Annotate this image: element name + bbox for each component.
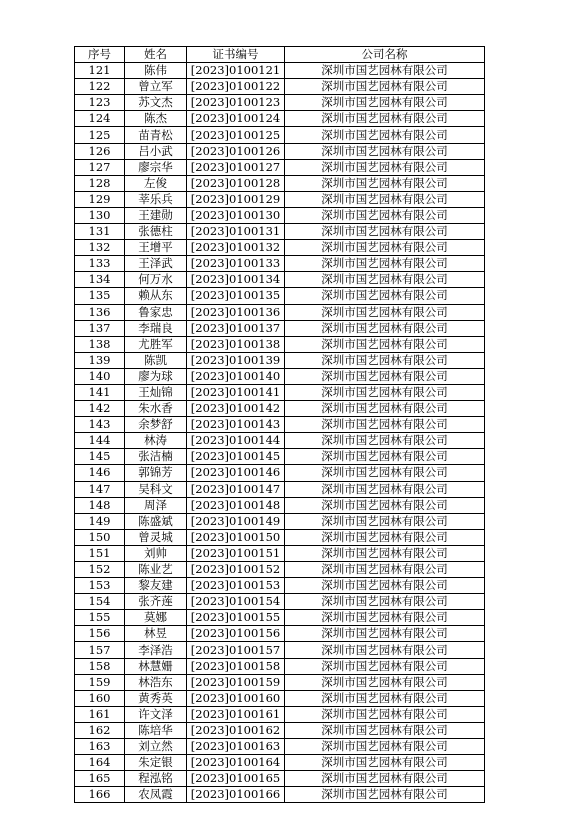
cell-company: 深圳市国艺园林有限公司: [285, 143, 485, 159]
table-row: [75, 288, 485, 304]
cell-index: 163: [75, 739, 125, 755]
table-row: [75, 658, 485, 674]
cell-certificate-no: [2023]0100139: [187, 352, 285, 368]
table-row: [75, 368, 485, 384]
cell-certificate-no: [2023]0100126: [187, 143, 285, 159]
table-row: [75, 642, 485, 658]
cell-name: 李泽浩: [125, 642, 187, 658]
cell-index: 137: [75, 320, 125, 336]
cell-company: 深圳市国艺园林有限公司: [285, 224, 485, 240]
header-certificate-no: 证书编号: [187, 47, 285, 63]
table-row: [75, 417, 485, 433]
cell-index: 146: [75, 465, 125, 481]
table-row: [75, 175, 485, 191]
cell-name: 许文泽: [125, 706, 187, 722]
cell-index: 165: [75, 771, 125, 787]
cell-index: 144: [75, 433, 125, 449]
table-row: [75, 224, 485, 240]
cell-name: 林慧姗: [125, 658, 187, 674]
cell-certificate-no: [2023]0100133: [187, 256, 285, 272]
cell-index: 141: [75, 384, 125, 400]
table-row: [75, 610, 485, 626]
cell-name: 张洁楠: [125, 449, 187, 465]
cell-index: 161: [75, 706, 125, 722]
table-row: [75, 481, 485, 497]
cell-company: 深圳市国艺园林有限公司: [285, 433, 485, 449]
cell-certificate-no: [2023]0100156: [187, 626, 285, 642]
header-index: 序号: [75, 47, 125, 63]
header-row: [75, 47, 485, 63]
table-row: [75, 562, 485, 578]
cell-company: 深圳市国艺园林有限公司: [285, 481, 485, 497]
cell-certificate-no: [2023]0100166: [187, 787, 285, 803]
cell-certificate-no: [2023]0100165: [187, 771, 285, 787]
cell-certificate-no: [2023]0100121: [187, 63, 285, 79]
cell-index: 155: [75, 610, 125, 626]
cell-name: 朱定银: [125, 755, 187, 771]
cell-company: 深圳市国艺园林有限公司: [285, 417, 485, 433]
cell-name: 王建勋: [125, 207, 187, 223]
cell-company: 深圳市国艺园林有限公司: [285, 594, 485, 610]
cell-certificate-no: [2023]0100162: [187, 722, 285, 738]
cell-certificate-no: [2023]0100163: [187, 739, 285, 755]
cell-company: 深圳市国艺园林有限公司: [285, 497, 485, 513]
cell-company: 深圳市国艺园林有限公司: [285, 159, 485, 175]
cell-name: 陈杰: [125, 111, 187, 127]
cell-index: 136: [75, 304, 125, 320]
cell-name: 苏文杰: [125, 95, 187, 111]
cell-name: 程泓铭: [125, 771, 187, 787]
cell-name: 刘帅: [125, 545, 187, 561]
cell-certificate-no: [2023]0100160: [187, 690, 285, 706]
table-row: [75, 545, 485, 561]
cell-certificate-no: [2023]0100153: [187, 578, 285, 594]
cell-index: 156: [75, 626, 125, 642]
header-name: 姓名: [125, 47, 187, 63]
cell-name: 吕小武: [125, 143, 187, 159]
cell-name: 李瑞良: [125, 320, 187, 336]
cell-index: 159: [75, 674, 125, 690]
table-row: [75, 95, 485, 111]
table-row: [75, 191, 485, 207]
table-body: [75, 63, 485, 803]
cell-company: 深圳市国艺园林有限公司: [285, 401, 485, 417]
cell-company: 深圳市国艺园林有限公司: [285, 578, 485, 594]
cell-index: 122: [75, 79, 125, 95]
table-row: [75, 79, 485, 95]
cell-name: 郭锦芳: [125, 465, 187, 481]
cell-company: 深圳市国艺园林有限公司: [285, 626, 485, 642]
cell-name: 莘乐兵: [125, 191, 187, 207]
cell-company: 深圳市国艺园林有限公司: [285, 240, 485, 256]
table-row: [75, 513, 485, 529]
cell-certificate-no: [2023]0100138: [187, 336, 285, 352]
cell-certificate-no: [2023]0100155: [187, 610, 285, 626]
cell-name: 张齐莲: [125, 594, 187, 610]
cell-index: 147: [75, 481, 125, 497]
cell-name: 陈伟: [125, 63, 187, 79]
cell-name: 陈业艺: [125, 562, 187, 578]
cell-index: 121: [75, 63, 125, 79]
cell-index: 132: [75, 240, 125, 256]
cell-certificate-no: [2023]0100159: [187, 674, 285, 690]
cell-certificate-no: [2023]0100141: [187, 384, 285, 400]
cell-index: 135: [75, 288, 125, 304]
certificate-table: [74, 46, 485, 803]
cell-index: 125: [75, 127, 125, 143]
cell-index: 150: [75, 529, 125, 545]
cell-name: 林涛: [125, 433, 187, 449]
table-row: [75, 771, 485, 787]
cell-company: 深圳市国艺园林有限公司: [285, 739, 485, 755]
cell-certificate-no: [2023]0100150: [187, 529, 285, 545]
table-row: [75, 63, 485, 79]
table-row: [75, 336, 485, 352]
cell-certificate-no: [2023]0100143: [187, 417, 285, 433]
cell-index: 130: [75, 207, 125, 223]
cell-name: 廖为球: [125, 368, 187, 384]
cell-company: 深圳市国艺园林有限公司: [285, 529, 485, 545]
cell-name: 曾立军: [125, 79, 187, 95]
cell-company: 深圳市国艺园林有限公司: [285, 207, 485, 223]
cell-company: 深圳市国艺园林有限公司: [285, 95, 485, 111]
cell-certificate-no: [2023]0100135: [187, 288, 285, 304]
table-row: [75, 529, 485, 545]
cell-certificate-no: [2023]0100128: [187, 175, 285, 191]
cell-index: 126: [75, 143, 125, 159]
table-row: [75, 352, 485, 368]
cell-company: 深圳市国艺园林有限公司: [285, 175, 485, 191]
cell-name: 廖宗华: [125, 159, 187, 175]
cell-index: 131: [75, 224, 125, 240]
cell-index: 157: [75, 642, 125, 658]
cell-name: 王增平: [125, 240, 187, 256]
cell-certificate-no: [2023]0100125: [187, 127, 285, 143]
cell-name: 农凤霞: [125, 787, 187, 803]
cell-certificate-no: [2023]0100132: [187, 240, 285, 256]
cell-index: 148: [75, 497, 125, 513]
cell-company: 深圳市国艺园林有限公司: [285, 706, 485, 722]
cell-name: 陈凯: [125, 352, 187, 368]
cell-index: 151: [75, 545, 125, 561]
table-row: [75, 256, 485, 272]
cell-certificate-no: [2023]0100147: [187, 481, 285, 497]
table-row: [75, 433, 485, 449]
table-row: [75, 111, 485, 127]
cell-index: 166: [75, 787, 125, 803]
cell-name: 余梦舒: [125, 417, 187, 433]
cell-certificate-no: [2023]0100152: [187, 562, 285, 578]
cell-index: 149: [75, 513, 125, 529]
table-row: [75, 384, 485, 400]
cell-certificate-no: [2023]0100131: [187, 224, 285, 240]
cell-certificate-no: [2023]0100158: [187, 658, 285, 674]
cell-company: 深圳市国艺园林有限公司: [285, 384, 485, 400]
cell-index: 162: [75, 722, 125, 738]
cell-company: 深圳市国艺园林有限公司: [285, 79, 485, 95]
cell-index: 164: [75, 755, 125, 771]
cell-name: 左俊: [125, 175, 187, 191]
cell-name: 王泽武: [125, 256, 187, 272]
cell-company: 深圳市国艺园林有限公司: [285, 642, 485, 658]
table-row: [75, 465, 485, 481]
cell-name: 莫娜: [125, 610, 187, 626]
cell-name: 林昱: [125, 626, 187, 642]
cell-certificate-no: [2023]0100134: [187, 272, 285, 288]
cell-name: 陈盛斌: [125, 513, 187, 529]
cell-name: 周泽: [125, 497, 187, 513]
cell-certificate-no: [2023]0100127: [187, 159, 285, 175]
table-row: [75, 207, 485, 223]
cell-name: 鲁家忠: [125, 304, 187, 320]
cell-company: 深圳市国艺园林有限公司: [285, 658, 485, 674]
cell-company: 深圳市国艺园林有限公司: [285, 127, 485, 143]
cell-index: 153: [75, 578, 125, 594]
cell-company: 深圳市国艺园林有限公司: [285, 545, 485, 561]
cell-company: 深圳市国艺园林有限公司: [285, 722, 485, 738]
cell-company: 深圳市国艺园林有限公司: [285, 272, 485, 288]
cell-company: 深圳市国艺园林有限公司: [285, 288, 485, 304]
cell-company: 深圳市国艺园林有限公司: [285, 336, 485, 352]
cell-name: 尤胜军: [125, 336, 187, 352]
cell-index: 124: [75, 111, 125, 127]
cell-certificate-no: [2023]0100137: [187, 320, 285, 336]
cell-index: 133: [75, 256, 125, 272]
table-row: [75, 690, 485, 706]
table-row: [75, 787, 485, 803]
table-row: [75, 143, 485, 159]
cell-company: 深圳市国艺园林有限公司: [285, 256, 485, 272]
cell-index: 138: [75, 336, 125, 352]
cell-certificate-no: [2023]0100122: [187, 79, 285, 95]
cell-company: 深圳市国艺园林有限公司: [285, 771, 485, 787]
cell-certificate-no: [2023]0100157: [187, 642, 285, 658]
cell-company: 深圳市国艺园林有限公司: [285, 320, 485, 336]
cell-index: 160: [75, 690, 125, 706]
cell-index: 145: [75, 449, 125, 465]
table-row: [75, 449, 485, 465]
cell-name: 王灿锦: [125, 384, 187, 400]
table-row: [75, 497, 485, 513]
cell-index: 154: [75, 594, 125, 610]
cell-name: 刘立然: [125, 739, 187, 755]
cell-index: 123: [75, 95, 125, 111]
cell-certificate-no: [2023]0100124: [187, 111, 285, 127]
cell-certificate-no: [2023]0100144: [187, 433, 285, 449]
cell-certificate-no: [2023]0100151: [187, 545, 285, 561]
cell-company: 深圳市国艺园林有限公司: [285, 191, 485, 207]
cell-company: 深圳市国艺园林有限公司: [285, 304, 485, 320]
table-row: [75, 127, 485, 143]
cell-company: 深圳市国艺园林有限公司: [285, 111, 485, 127]
cell-certificate-no: [2023]0100164: [187, 755, 285, 771]
cell-name: 何万水: [125, 272, 187, 288]
table-row: [75, 722, 485, 738]
cell-company: 深圳市国艺园林有限公司: [285, 610, 485, 626]
cell-certificate-no: [2023]0100161: [187, 706, 285, 722]
cell-company: 深圳市国艺园林有限公司: [285, 562, 485, 578]
cell-company: 深圳市国艺园林有限公司: [285, 755, 485, 771]
cell-company: 深圳市国艺园林有限公司: [285, 674, 485, 690]
cell-company: 深圳市国艺园林有限公司: [285, 787, 485, 803]
cell-company: 深圳市国艺园林有限公司: [285, 465, 485, 481]
cell-certificate-no: [2023]0100136: [187, 304, 285, 320]
cell-index: 158: [75, 658, 125, 674]
cell-certificate-no: [2023]0100149: [187, 513, 285, 529]
table-row: [75, 674, 485, 690]
table-row: [75, 304, 485, 320]
cell-company: 深圳市国艺园林有限公司: [285, 63, 485, 79]
table-row: [75, 240, 485, 256]
cell-company: 深圳市国艺园林有限公司: [285, 368, 485, 384]
table-row: [75, 594, 485, 610]
table-row: [75, 755, 485, 771]
cell-name: 黎友建: [125, 578, 187, 594]
cell-index: 140: [75, 368, 125, 384]
cell-company: 深圳市国艺园林有限公司: [285, 513, 485, 529]
table-row: [75, 739, 485, 755]
cell-name: 陈培华: [125, 722, 187, 738]
table-row: [75, 401, 485, 417]
cell-index: 139: [75, 352, 125, 368]
cell-index: 129: [75, 191, 125, 207]
cell-name: 朱水香: [125, 401, 187, 417]
cell-certificate-no: [2023]0100148: [187, 497, 285, 513]
table-row: [75, 272, 485, 288]
cell-name: 苗青松: [125, 127, 187, 143]
table-row: [75, 626, 485, 642]
cell-name: 张德柱: [125, 224, 187, 240]
header-company: 公司名称: [285, 47, 485, 63]
cell-certificate-no: [2023]0100142: [187, 401, 285, 417]
cell-name: 曾灵城: [125, 529, 187, 545]
cell-company: 深圳市国艺园林有限公司: [285, 352, 485, 368]
cell-certificate-no: [2023]0100145: [187, 449, 285, 465]
cell-index: 142: [75, 401, 125, 417]
table-row: [75, 578, 485, 594]
cell-name: 赖从东: [125, 288, 187, 304]
cell-name: 林浩东: [125, 674, 187, 690]
table-row: [75, 320, 485, 336]
cell-index: 143: [75, 417, 125, 433]
cell-certificate-no: [2023]0100146: [187, 465, 285, 481]
cell-index: 128: [75, 175, 125, 191]
cell-certificate-no: [2023]0100129: [187, 191, 285, 207]
cell-index: 152: [75, 562, 125, 578]
cell-name: 吴科文: [125, 481, 187, 497]
cell-certificate-no: [2023]0100154: [187, 594, 285, 610]
cell-certificate-no: [2023]0100123: [187, 95, 285, 111]
cell-company: 深圳市国艺园林有限公司: [285, 449, 485, 465]
cell-index: 134: [75, 272, 125, 288]
cell-name: 黄秀英: [125, 690, 187, 706]
cell-certificate-no: [2023]0100130: [187, 207, 285, 223]
cell-index: 127: [75, 159, 125, 175]
table-row: [75, 159, 485, 175]
cell-company: 深圳市国艺园林有限公司: [285, 690, 485, 706]
table-row: [75, 706, 485, 722]
cell-certificate-no: [2023]0100140: [187, 368, 285, 384]
